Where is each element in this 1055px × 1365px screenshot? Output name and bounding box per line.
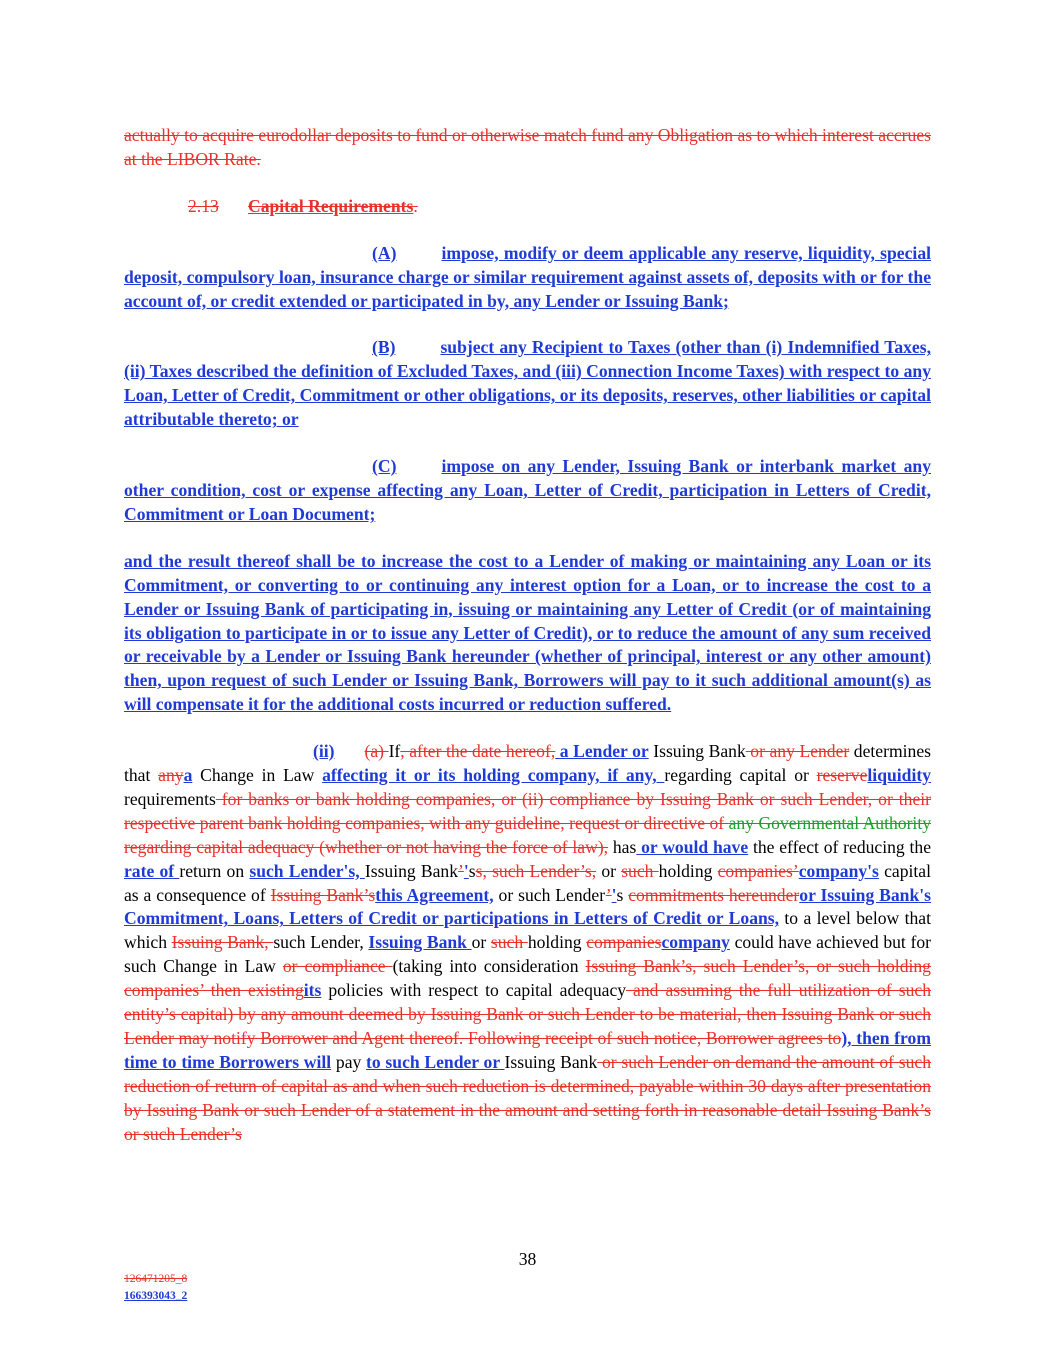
clause-text: impose, modify or deem applicable any reserve, liquidity, special deposit, compulsory loan, insurance charge or similar requirement against assets of, deposits with or for the account of, or credit extended or participated in by, any Lender or Issuing Bank; — [124, 242, 931, 311]
result-paragraph — [124, 550, 931, 717]
section-heading-2-13: 2.13 Capital Requirements. — [124, 195, 931, 219]
document-body — [124, 124, 931, 1147]
clause-a — [124, 242, 931, 314]
paragraph-libor-tail — [124, 124, 931, 172]
clause-label: (C) — [372, 456, 397, 477]
doc-id-deleted: 126471205_8 — [124, 1273, 188, 1285]
section-number: 2.13 — [188, 195, 219, 216]
doc-id-inserted: 166393043_2 — [124, 1290, 188, 1302]
clause-ii: (ii) (a) If, after the date hereof, a Lender or Issuing Bank or any Lender determines that anya Change in Law affecting it or its holding company, if any, regarding capital or reserveliquidity requirements for banks or bank holding companies, or (ii) compliance by Issuing Bank or such Lender, or their respective parent bank holding companies, with any guideline, request or directive of any Governmental Authority regarding capital adequacy (whether or not having the force of law), has or would have the effect of reducing the rate of return on such Lender's, Issuing Bank’'ss, such Lender’s, or such holding companies’company's capital as a consequence of Issuing Bank’sthis Agreement, or such Lender’'s commitments hereunderor Issuing Bank's Commitment, Loans, Letters of Credit or participations in Letters of Credit or Loans, to a level below that which Issuing Bank, such Lender, Issuing Bank or such holding companiescompany could have achieved but for such Change in Law or compliance (taking into consideration Issuing Bank’s, such Lender’s, or such holding companies’ then existingits policies with respect to capital adequacy and assuming the full utilization of such entity’s capital) by any amount deemed by Issuing Bank or such Lender to be material, then Issuing Bank or such Lender may notify Borrower and Agent thereof. Following receipt of such notice, Borrower agrees to), then from time to time Borrowers will pay to such Lender or Issuing Bank or such Lender on demand the amount of such reduction of return of capital as and when such reduction is determined, payable within 30 days after presentation by Issuing Bank or such Lender of a statement in the amount and setting forth in reasonable detail Issuing Bank’s or such Lender’s — [124, 741, 932, 1144]
page-number: 38 — [518, 1249, 537, 1269]
result-text: and the result thereof shall be to increase the cost to a Lender of making or maintaining any Loan or its Commitment, or converting to or continuing any interest option for a Loan, or to increase the cost to a Lender or Issuing Bank of participating in, issuing or maintaining any Letter of Credit (or of maintaining its obligation to participate in or to issue any Letter of Credit), or to reduce the amount of any sum received or receivable by a Lender or Issuing Bank hereunder (whether of principal, interest or any other amount) then, upon request of such Lender or Issuing Bank, Borrowers will pay to it such additional amount(s) as will compensate it for the additional costs incurred or reduction suffered. — [124, 550, 931, 715]
clause-text: impose on any Lender, Issuing Bank or interbank market any other condition, cost or expense affecting any Loan, Letter of Credit, participation in Letters of Credit, Commitment or Loan Document; — [124, 456, 931, 524]
clause-label: (B) — [372, 337, 396, 358]
clause-b — [124, 336, 931, 432]
section-title: Capital Requirements — [248, 195, 414, 216]
deleted-text: actually to acquire eurodollar deposits to fund or otherwise match fund any Obligation as to which interest accrues at the LIBOR Rate. — [124, 125, 931, 169]
clause-label: (A) — [372, 242, 397, 263]
moved-text: any Governmental Authority — [728, 812, 931, 833]
clause-label: (ii) — [313, 741, 335, 762]
clause-c — [124, 455, 931, 527]
clause-text: subject any Recipient to Taxes (other than (i) Indemnified Taxes, (ii) Taxes described the definition of Excluded Taxes, and (iii) Connection Income Taxes) with respect to any Loan, Letter of Credit, Commitment or other obligations, or its deposits, reserves, other liabilities or capital attributable thereto; or — [124, 337, 931, 430]
